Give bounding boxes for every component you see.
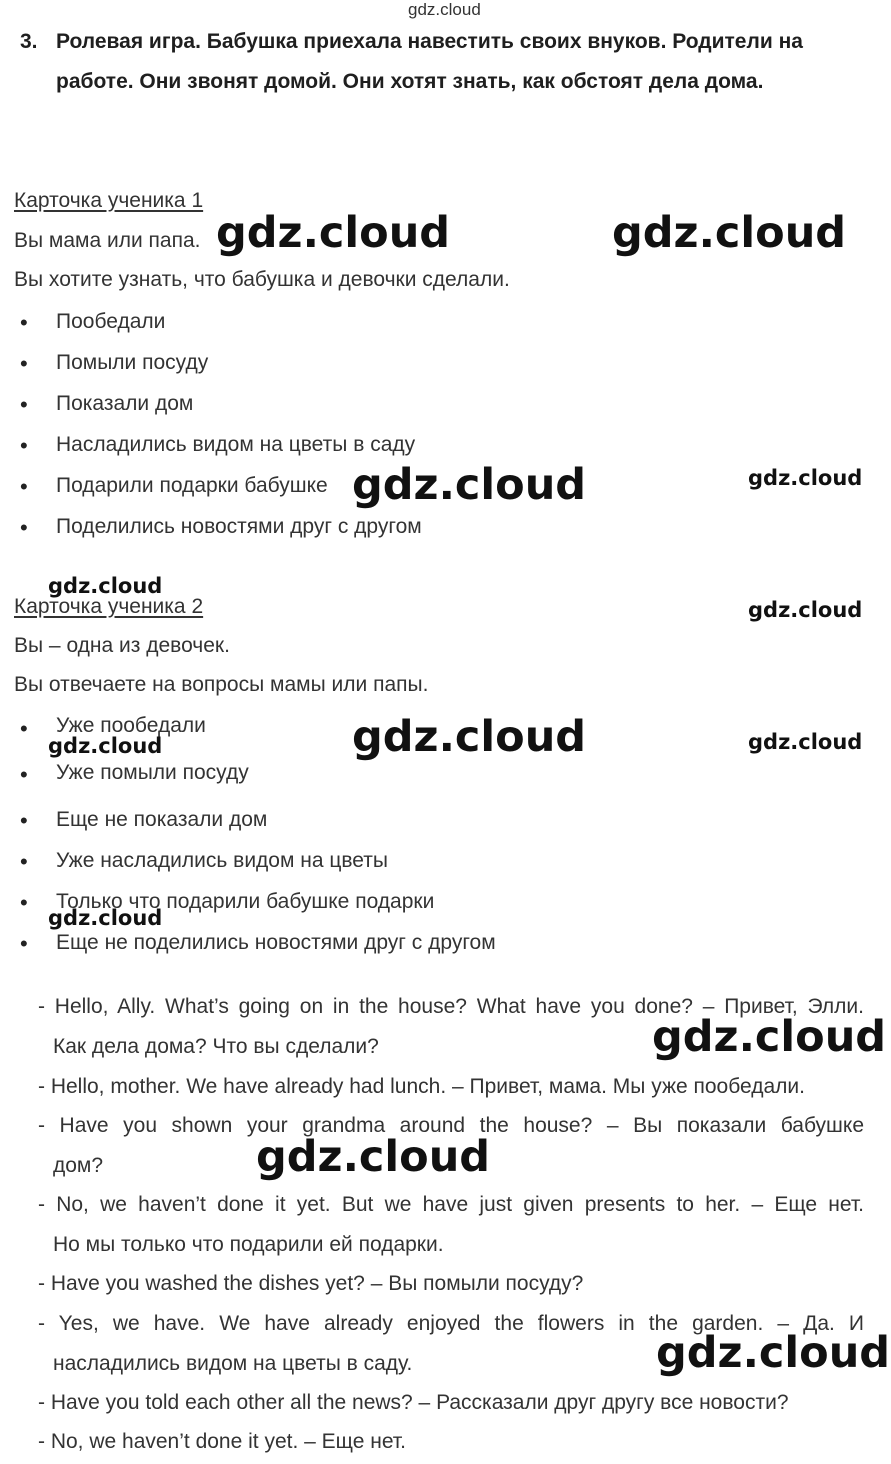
task-text-line-1: Ролевая игра. Бабушка приехала навестить своих внуков. Родители на [56, 30, 803, 53]
card-2-item: Уже помыли посуду [56, 761, 249, 784]
dialogue-line: - Have you washed the dishes yet? – Вы помыли посуду? [38, 1272, 584, 1295]
watermark: gdz.cloud [652, 1012, 887, 1062]
card-1-item: Поделились новостями друг с другом [56, 515, 422, 538]
bullet: • [20, 433, 28, 458]
task-number: 3. [20, 30, 38, 53]
dialogue-line-continued: дом? [53, 1154, 104, 1177]
card-1-role: Вы мама или папа. [14, 229, 201, 252]
dialogue-line: - No, we haven’t done it yet. – Еще нет. [38, 1430, 406, 1453]
watermark: gdz.cloud [48, 734, 163, 758]
bullet: • [20, 890, 28, 915]
card-1-item: Подарили подарки бабушке [56, 474, 328, 497]
dialogue-line: - Have you told each other all the news? – Рассказали друг другу все новости? [38, 1391, 789, 1414]
card-2-item: Уже насладились видом на цветы [56, 849, 389, 872]
card-2-item: Только что подарили бабушке подарки [56, 890, 435, 913]
watermark: gdz.cloud [612, 208, 847, 258]
watermark-top: gdz.cloud [408, 0, 481, 19]
dialogue-line-continued: Как дела дома? Что вы сделали? [53, 1035, 379, 1058]
card-1-task: Вы хотите узнать, что бабушка и девочки сделали. [14, 268, 510, 291]
bullet: • [20, 808, 28, 833]
bullet: • [20, 716, 28, 741]
watermark: gdz.cloud [748, 466, 863, 490]
watermark: gdz.cloud [256, 1132, 491, 1182]
card-1-title: Карточка ученика 1 [14, 189, 204, 212]
dialogue-line: - No, we haven’t done it yet. But we have just given presents to her. – Еще нет. [38, 1193, 864, 1216]
card-1-item: Помыли посуду [56, 351, 209, 374]
dialogue-line-continued: Но мы только что подарили ей подарки. [53, 1233, 444, 1256]
card-2-task: Вы отвечаете на вопросы мамы или папы. [14, 673, 429, 696]
watermark: gdz.cloud [656, 1328, 891, 1378]
dialogue-line: - Hello, mother. We have already had lunch. – Привет, мама. Мы уже пообедали. [38, 1075, 805, 1098]
card-2-role: Вы – одна из девочек. [14, 634, 230, 657]
watermark: gdz.cloud [48, 906, 163, 930]
card-1-item: Насладились видом на цветы в саду [56, 433, 416, 456]
watermark: gdz.cloud [216, 208, 451, 258]
card-2-item: Еще не поделились новостями друг с другом [56, 931, 496, 954]
watermark: gdz.cloud [748, 730, 863, 754]
dialogue-line: - Hello, Ally. What’s going on in the house? What have you done? – Привет, Элли. [38, 995, 864, 1018]
card-2-item: Еще не показали дом [56, 808, 268, 831]
card-2-title: Карточка ученика 2 [14, 595, 204, 618]
bullet: • [20, 762, 28, 787]
dialogue-line: - Have you shown your grandma around the house? – Вы показали бабушке [38, 1114, 864, 1137]
task-text-line-2: работе. Они звонят домой. Они хотят знать, как обстоят дела дома. [56, 70, 764, 93]
bullet: • [20, 310, 28, 335]
bullet: • [20, 515, 28, 540]
dialogue-line-continued: насладились видом на цветы в саду. [53, 1352, 413, 1375]
watermark: gdz.cloud [748, 598, 863, 622]
card-1-item: Пообедали [56, 310, 166, 333]
bullet: • [20, 849, 28, 874]
card-2-item: Уже пообедали [56, 714, 206, 737]
bullet: • [20, 351, 28, 376]
bullet: • [20, 474, 28, 499]
bullet: • [20, 931, 28, 956]
card-1-item: Показали дом [56, 392, 194, 415]
watermark: gdz.cloud [352, 712, 587, 762]
watermark: gdz.cloud [48, 574, 163, 598]
bullet: • [20, 392, 28, 417]
dialogue-line: - Yes, we have. We have already enjoyed the flowers in the garden. – Да. И [38, 1312, 864, 1335]
watermark: gdz.cloud [352, 460, 587, 510]
